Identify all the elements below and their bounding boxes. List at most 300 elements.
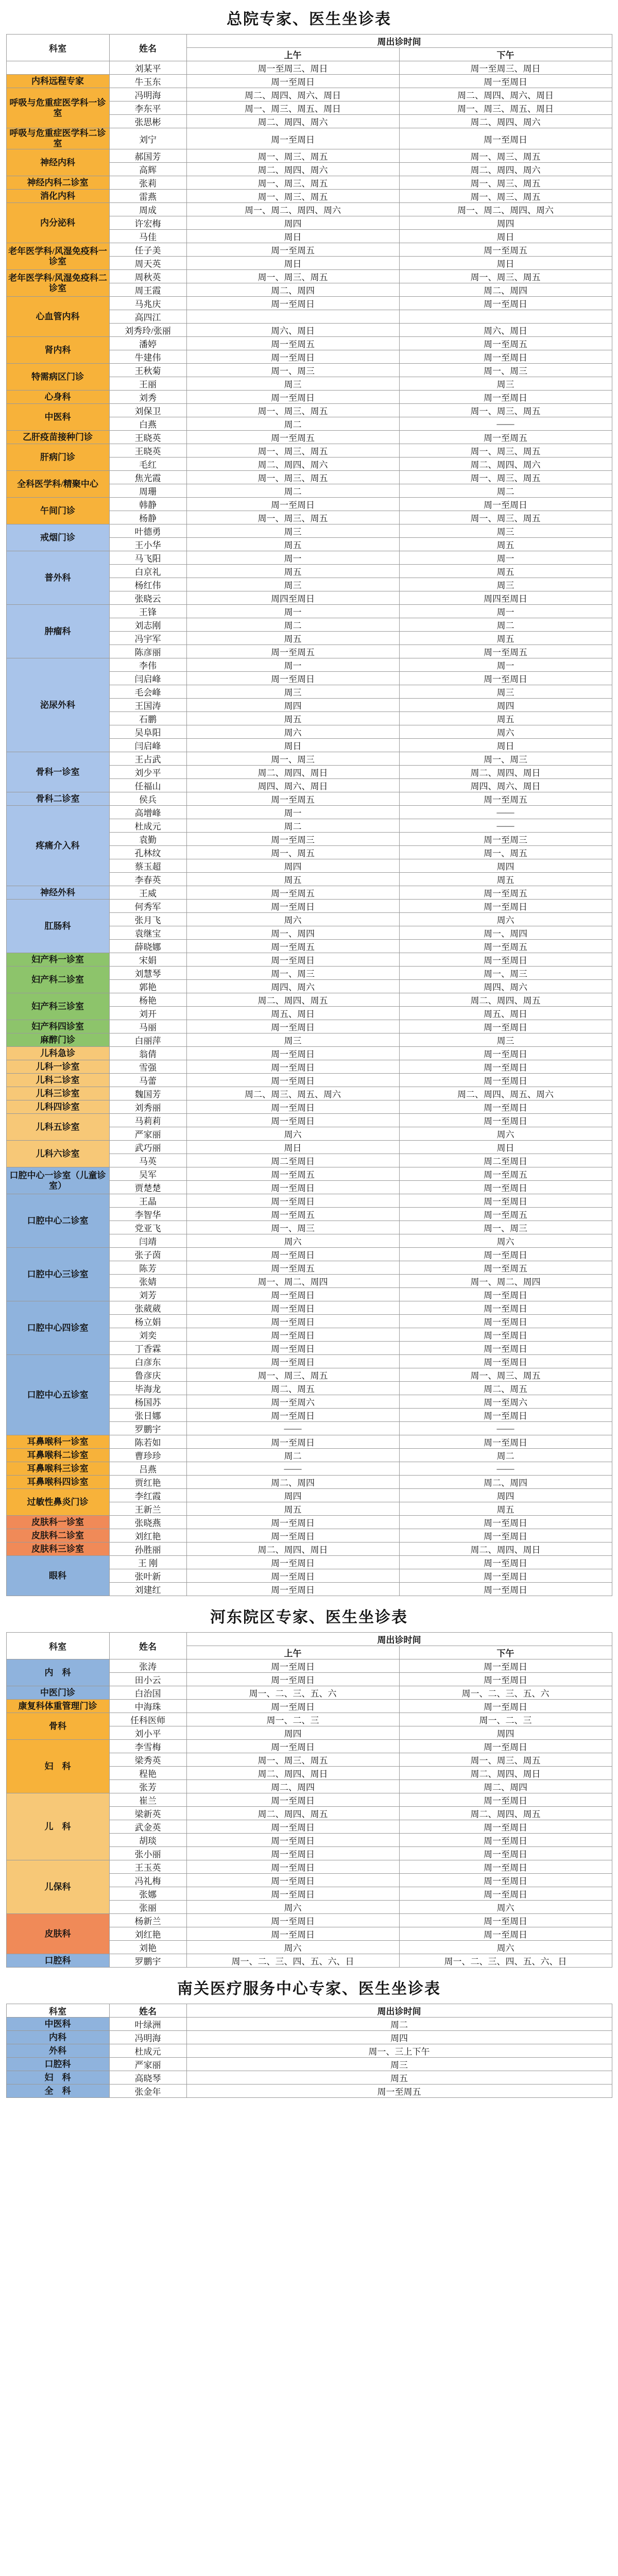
dept-cell: 口腔中心三诊室 xyxy=(6,1248,109,1301)
am-schedule: 周一至周日 xyxy=(186,1194,399,1208)
dept-cell: 儿科四诊室 xyxy=(6,1100,109,1114)
doctor-name: 刘秀丽 xyxy=(109,1100,186,1114)
doctor-name: 郝国芳 xyxy=(109,149,186,163)
dept-cell: 神经外科 xyxy=(6,886,109,900)
pm-schedule: 周二、周四、周六 xyxy=(399,163,612,176)
table-row xyxy=(6,1301,612,1315)
doctor-name: 吕燕 xyxy=(109,1462,186,1476)
am-schedule: 周日 xyxy=(186,1141,399,1154)
doctor-name: 白燕 xyxy=(109,417,186,431)
doctor-name: 周秋英 xyxy=(109,270,186,283)
pm-schedule: —— xyxy=(399,819,612,833)
table-row xyxy=(6,1954,612,1968)
pm-schedule: 周一、周二、周四 xyxy=(399,1275,612,1288)
table-row xyxy=(6,1860,612,1874)
pm-schedule: 周一至周日 xyxy=(399,1516,612,1529)
pm-schedule: 周一至周日 xyxy=(399,1328,612,1342)
doctor-name: 王小华 xyxy=(109,538,186,551)
header-name: 姓名 xyxy=(109,1633,186,1659)
dept-cell: 中医科 xyxy=(6,2018,109,2031)
am-schedule: 周一至周日 xyxy=(186,75,399,88)
dept-cell: 神经内科二诊室 xyxy=(6,176,109,190)
section-title: 总院专家、医生坐诊表 xyxy=(227,11,391,28)
pm-schedule: 周二、周四、周五 xyxy=(399,993,612,1007)
pm-schedule: 周日 xyxy=(399,1141,612,1154)
pm-schedule: 周三 xyxy=(399,377,612,391)
doctor-name: 刘志刚 xyxy=(109,618,186,632)
doctor-name: 冯宇军 xyxy=(109,632,186,645)
am-schedule: 周三 xyxy=(186,377,399,391)
doctor-name: 王 刚 xyxy=(109,1556,186,1569)
dept-cell: 儿科一诊室 xyxy=(6,1060,109,1074)
dept-cell: 皮肤科二诊室 xyxy=(6,1529,109,1543)
am-schedule: 周一、周三、周五 xyxy=(186,444,399,457)
doctor-name: 张涛 xyxy=(109,1659,186,1673)
doctor-name: 潘婷 xyxy=(109,337,186,350)
doctor-name: 王晓英 xyxy=(109,431,186,444)
doctor-name: 鲁彦庆 xyxy=(109,1368,186,1382)
table-row xyxy=(6,498,612,511)
doctor-name: 马蕾 xyxy=(109,1074,186,1087)
pm-schedule: 周一至周日 xyxy=(399,75,612,88)
pm-schedule: 周三 xyxy=(399,685,612,699)
doctor-name: 李伟 xyxy=(109,658,186,672)
pm-schedule: 周六 xyxy=(399,725,612,739)
doctor-name: 马丽 xyxy=(109,1020,186,1033)
pm-schedule xyxy=(399,310,612,324)
doctor-name: 王国涛 xyxy=(109,699,186,712)
doctor-name: 陈彦丽 xyxy=(109,645,186,658)
doctor-name: 罗鹏宇 xyxy=(109,1422,186,1435)
table-row xyxy=(6,243,612,257)
table-row xyxy=(6,61,612,75)
pm-schedule: 周一至周日 xyxy=(399,1529,612,1543)
pm-schedule: 周一至周五 xyxy=(399,886,612,900)
pm-schedule: 周一至周日 xyxy=(399,1020,612,1033)
pm-schedule: 周二、周四 xyxy=(399,1476,612,1489)
pm-schedule: 周二、周四、周六、周日 xyxy=(399,88,612,101)
am-schedule: 周六、周日 xyxy=(186,324,399,337)
pm-schedule: 周一至周日 xyxy=(399,350,612,364)
table-row xyxy=(6,431,612,444)
am-schedule: 周六 xyxy=(186,725,399,739)
pm-schedule: 周二 xyxy=(399,1449,612,1462)
header-dept: 科室 xyxy=(6,2004,109,2018)
dept-cell: 骨科 xyxy=(6,1713,109,1740)
pm-schedule: 周一至周日 xyxy=(399,1114,612,1127)
table-row xyxy=(6,2058,612,2071)
table-row xyxy=(6,658,612,672)
dept-cell: 肿瘤科 xyxy=(6,605,109,658)
doctor-name: 石鹏 xyxy=(109,712,186,725)
am-schedule: 周日 xyxy=(186,257,399,270)
doctor-name: 刘少平 xyxy=(109,766,186,779)
pm-schedule: 周一、周三、周五 xyxy=(399,1753,612,1767)
am-schedule: 周一、周四 xyxy=(186,926,399,940)
am-schedule: 周一、周三 xyxy=(186,364,399,377)
am-schedule: 周一至周日 xyxy=(186,1820,399,1834)
doctor-name: 陈若如 xyxy=(109,1435,186,1449)
pm-schedule: 周一至周日 xyxy=(399,1248,612,1261)
dept-cell: 骨科二诊室 xyxy=(6,792,109,806)
am-schedule: 周一至周日 xyxy=(186,1914,399,1927)
table-row xyxy=(6,1516,612,1529)
am-schedule: —— xyxy=(186,1462,399,1476)
table-row xyxy=(6,1194,612,1208)
pm-schedule: 周一 xyxy=(399,658,612,672)
doctor-name: 严家丽 xyxy=(109,2058,186,2071)
dept-cell: 麻醉门诊 xyxy=(6,1033,109,1047)
doctor-name: 焦光霞 xyxy=(109,471,186,484)
doctor-name: 王占武 xyxy=(109,752,186,766)
pm-schedule: 周一、周三 xyxy=(399,967,612,980)
dept-cell: 耳鼻喉科二诊室 xyxy=(6,1449,109,1462)
dept-cell: 疼痛介入科 xyxy=(6,806,109,886)
doctor-name: 周王霞 xyxy=(109,283,186,297)
dept-cell: 儿 科 xyxy=(6,1793,109,1860)
am-schedule: 周一至周五 xyxy=(186,243,399,257)
pm-schedule: 周一至周日 xyxy=(399,1887,612,1901)
dept-cell: 心身科 xyxy=(6,391,109,404)
doctor-name: 叶绿洲 xyxy=(109,2018,186,2031)
schedule: 周五 xyxy=(186,2071,612,2084)
dept-cell: 内科 xyxy=(6,2031,109,2044)
pm-schedule: 周一、周三、周五 xyxy=(399,444,612,457)
am-schedule: 周一至周五 xyxy=(186,337,399,350)
pm-schedule: 周一、周三、周五、周日 xyxy=(399,101,612,115)
doctor-name: 杨红伟 xyxy=(109,578,186,591)
am-schedule: 周六 xyxy=(186,913,399,926)
schedule-page xyxy=(5,0,613,2098)
table-row xyxy=(6,2071,612,2084)
am-schedule: 周二 xyxy=(186,1449,399,1462)
pm-schedule: 周一至周日 xyxy=(399,1659,612,1673)
am-schedule: 周六 xyxy=(186,1901,399,1914)
pm-schedule: 周二、周四、周日 xyxy=(399,766,612,779)
table-row xyxy=(6,1114,612,1127)
table-row xyxy=(6,128,612,149)
dept-cell: 泌尿外科 xyxy=(6,658,109,752)
am-schedule: 周一、周三、周五 xyxy=(186,190,399,203)
pm-schedule: 周一至周五 xyxy=(399,792,612,806)
dept-cell: 妇 科 xyxy=(6,2071,109,2084)
table-row xyxy=(6,404,612,417)
am-schedule: 周一至周日 xyxy=(186,1516,399,1529)
pm-schedule: 周一至周日 xyxy=(399,672,612,685)
dept-cell: 儿科急诊 xyxy=(6,1047,109,1060)
doctor-name: 贾楚楚 xyxy=(109,1181,186,1194)
am-schedule: 周六 xyxy=(186,1941,399,1954)
doctor-name: 高四江 xyxy=(109,310,186,324)
am-schedule: 周二、周四、周六 xyxy=(186,163,399,176)
am-schedule: 周二、周四 xyxy=(186,1476,399,1489)
doctor-name: 王丽 xyxy=(109,377,186,391)
pm-schedule: 周二、周四 xyxy=(399,283,612,297)
pm-schedule: 周一至周五 xyxy=(399,940,612,953)
am-schedule: 周一至周日 xyxy=(186,1887,399,1901)
am-schedule: 周一至周日 xyxy=(186,1301,399,1315)
am-schedule: 周一至周五 xyxy=(186,431,399,444)
am-schedule: 周二、周四、周五 xyxy=(186,1807,399,1820)
am-schedule: 周三 xyxy=(186,524,399,538)
pm-schedule: 周六 xyxy=(399,1127,612,1141)
pm-schedule: 周一至周日 xyxy=(399,1793,612,1807)
table-row xyxy=(6,1355,612,1368)
doctor-name: 冯明海 xyxy=(109,88,186,101)
am-schedule: 周五 xyxy=(186,712,399,725)
table-row xyxy=(6,1686,612,1700)
schedule: 周一至周五 xyxy=(186,2084,612,2098)
dept-cell: 肝病门诊 xyxy=(6,444,109,471)
am-schedule: 周四至周日 xyxy=(186,591,399,605)
table-row xyxy=(6,1543,612,1556)
am-schedule: 周二、周四 xyxy=(186,1780,399,1793)
doctor-name: 周天英 xyxy=(109,257,186,270)
pm-schedule: 周四、周六 xyxy=(399,980,612,993)
am-schedule: 周一、二、三、五、六 xyxy=(186,1686,399,1700)
dept-cell: 儿科三诊室 xyxy=(6,1087,109,1100)
pm-schedule: 周一至周日 xyxy=(399,1927,612,1941)
header-dept: 科室 xyxy=(6,1633,109,1659)
header-dept: 科室 xyxy=(6,35,109,61)
doctor-name: 魏国芳 xyxy=(109,1087,186,1100)
table-row xyxy=(6,806,612,819)
am-schedule: 周一、周三 xyxy=(186,1221,399,1234)
doctor-name: 梁新英 xyxy=(109,1807,186,1820)
doctor-name: 毕海龙 xyxy=(109,1382,186,1395)
doctor-name: 刘宁 xyxy=(109,128,186,149)
am-schedule: 周五、周日 xyxy=(186,1007,399,1020)
pm-schedule: 周六、周日 xyxy=(399,324,612,337)
dept-cell: 儿科六诊室 xyxy=(6,1141,109,1167)
am-schedule: 周一至周日 xyxy=(186,1700,399,1713)
table-row xyxy=(6,2084,612,2098)
am-schedule: 周一至周日 xyxy=(186,1181,399,1194)
table-row xyxy=(6,967,612,980)
pm-schedule: 周一至周日 xyxy=(399,1860,612,1874)
table-row xyxy=(6,953,612,967)
doctor-name: 任子美 xyxy=(109,243,186,257)
doctor-name: 严家丽 xyxy=(109,1127,186,1141)
doctor-name: 刘芳 xyxy=(109,1288,186,1301)
pm-schedule: 周一至周日 xyxy=(399,953,612,967)
table-row xyxy=(6,551,612,565)
dept-cell: 肛肠科 xyxy=(6,900,109,953)
am-schedule: 周二、周四、周五 xyxy=(186,993,399,1007)
dept-cell: 口腔科 xyxy=(6,2058,109,2071)
dept-cell: 耳鼻喉科一诊室 xyxy=(6,1435,109,1449)
am-schedule: 周一至周日 xyxy=(186,391,399,404)
am-schedule: 周一、周三、周五 xyxy=(186,404,399,417)
pm-schedule: 周一至周日 xyxy=(399,1181,612,1194)
doctor-name: 胡琰 xyxy=(109,1834,186,1847)
pm-schedule: 周一、周三、周五 xyxy=(399,190,612,203)
table-row xyxy=(6,792,612,806)
dept-cell: 内分泌科 xyxy=(6,203,109,243)
doctor-name: 雷燕 xyxy=(109,190,186,203)
dept-cell: 呼吸与危重症医学科一诊室 xyxy=(6,88,109,128)
am-schedule: 周一、二、三 xyxy=(186,1713,399,1726)
table-row xyxy=(6,752,612,766)
pm-schedule: 周五 xyxy=(399,873,612,886)
pm-schedule: 周六 xyxy=(399,1901,612,1914)
dept-cell: 呼吸与危重症医学科二诊室 xyxy=(6,128,109,149)
schedule-table xyxy=(6,1632,612,1968)
am-schedule: 周一至周日 xyxy=(186,1793,399,1807)
doctor-name: 高增峰 xyxy=(109,806,186,819)
pm-schedule: 周一至周三、周日 xyxy=(399,61,612,75)
doctor-name: 张金年 xyxy=(109,2084,186,2098)
doctor-name: 梁秀英 xyxy=(109,1753,186,1767)
dept-cell: 全 科 xyxy=(6,2084,109,2098)
am-schedule: 周一、周三、周五 xyxy=(186,511,399,524)
am-schedule: 周一、周三、周五 xyxy=(186,149,399,163)
pm-schedule: 周一、周三、周五 xyxy=(399,404,612,417)
am-schedule: 周二、周四、周六 xyxy=(186,457,399,471)
doctor-name: 蔡玉超 xyxy=(109,859,186,873)
am-schedule: 周五 xyxy=(186,873,399,886)
dept-cell: 特需病区门诊 xyxy=(6,364,109,391)
doctor-name: 何秀军 xyxy=(109,900,186,913)
am-schedule: 周一至周日 xyxy=(186,1355,399,1368)
doctor-name: 王晓英 xyxy=(109,444,186,457)
am-schedule: 周一、周三、周五 xyxy=(186,176,399,190)
doctor-name: 牛玉东 xyxy=(109,75,186,88)
pm-schedule: 周四 xyxy=(399,216,612,230)
table-row xyxy=(6,391,612,404)
am-schedule: 周一至周日 xyxy=(186,128,399,149)
pm-schedule: 周四 xyxy=(399,859,612,873)
am-schedule: 周一至周日 xyxy=(186,1569,399,1583)
table-row xyxy=(6,886,612,900)
pm-schedule: 周一、周三 xyxy=(399,752,612,766)
pm-schedule: 周二 xyxy=(399,484,612,498)
am-schedule: 周一至周日 xyxy=(186,1060,399,1074)
am-schedule: 周一 xyxy=(186,605,399,618)
doctor-name: 陈芳 xyxy=(109,1261,186,1275)
doctor-name: 张娜 xyxy=(109,1887,186,1901)
doctor-name: 杜成元 xyxy=(109,2044,186,2058)
pm-schedule: 周一至周日 xyxy=(399,1820,612,1834)
pm-schedule: 周三 xyxy=(399,1033,612,1047)
doctor-name: 张婧 xyxy=(109,1275,186,1288)
pm-schedule: 周一、周三 xyxy=(399,1221,612,1234)
am-schedule: 周一至周日 xyxy=(186,1847,399,1860)
dept-cell: 午间门诊 xyxy=(6,498,109,524)
doctor-name: 翁倩 xyxy=(109,1047,186,1060)
am-schedule: 周一至周日 xyxy=(186,1927,399,1941)
doctor-name: 杨新兰 xyxy=(109,1914,186,1927)
doctor-name: 马飞阳 xyxy=(109,551,186,565)
pm-schedule: 周日 xyxy=(399,257,612,270)
am-schedule: 周二 xyxy=(186,819,399,833)
am-schedule: 周四 xyxy=(186,699,399,712)
doctor-name: 刘艳 xyxy=(109,1941,186,1954)
doctor-name: 叶德勇 xyxy=(109,524,186,538)
table-row xyxy=(6,1141,612,1154)
pm-schedule: 周一至周五 xyxy=(399,1261,612,1275)
doctor-name: 张叶新 xyxy=(109,1569,186,1583)
pm-schedule: 周一至周五 xyxy=(399,431,612,444)
am-schedule: 周一至周五 xyxy=(186,1208,399,1221)
table-row xyxy=(6,1060,612,1074)
table-row xyxy=(6,203,612,216)
dept-cell: 口腔中心五诊室 xyxy=(6,1355,109,1435)
doctor-name: 雪强 xyxy=(109,1060,186,1074)
am-schedule: 周一至周五 xyxy=(186,940,399,953)
am-schedule: 周一、周三 xyxy=(186,967,399,980)
am-schedule xyxy=(186,310,399,324)
am-schedule: 周一至周日 xyxy=(186,672,399,685)
pm-schedule: 周五 xyxy=(399,632,612,645)
header-row xyxy=(6,35,612,48)
dept-cell: 内科远程专家 xyxy=(6,75,109,88)
pm-schedule: 周五 xyxy=(399,565,612,578)
pm-schedule: 周五、周日 xyxy=(399,1007,612,1020)
pm-schedule: 周二、周四、周五、周六 xyxy=(399,1087,612,1100)
am-schedule: 周一至周日 xyxy=(186,1659,399,1673)
am-schedule: 周一至周五 xyxy=(186,1261,399,1275)
am-schedule: 周一、周三、周五 xyxy=(186,1368,399,1382)
pm-schedule: 周一至周日 xyxy=(399,1673,612,1686)
header-pm: 下午 xyxy=(399,1646,612,1659)
am-schedule: 周二、周四、周日 xyxy=(186,1767,399,1780)
dept-cell: 康复科体重管理门诊 xyxy=(6,1700,109,1713)
am-schedule: 周一、周三、周五 xyxy=(186,1753,399,1767)
doctor-name: 丁香霖 xyxy=(109,1342,186,1355)
am-schedule: 周一至周日 xyxy=(186,1100,399,1114)
doctor-name: 李雪梅 xyxy=(109,1740,186,1753)
doctor-name: 曹珍珍 xyxy=(109,1449,186,1462)
am-schedule: 周一至周日 xyxy=(186,1435,399,1449)
table-row xyxy=(6,1793,612,1807)
am-schedule: 周五 xyxy=(186,1502,399,1516)
doctor-name: 张葳葳 xyxy=(109,1301,186,1315)
am-schedule: 周一、二、三、四、五、六、日 xyxy=(186,1954,399,1968)
am-schedule: 周六 xyxy=(186,1127,399,1141)
am-schedule: 周四 xyxy=(186,859,399,873)
am-schedule: 周一至周三、周日 xyxy=(186,61,399,75)
doctor-name: 吴军 xyxy=(109,1167,186,1181)
schedule: 周三 xyxy=(186,2058,612,2071)
pm-schedule: 周一至周日 xyxy=(399,1569,612,1583)
section-title: 南关医疗服务中心专家、医生坐诊表 xyxy=(177,1980,441,1997)
table-row xyxy=(6,2018,612,2031)
am-schedule: 周日 xyxy=(186,739,399,752)
pm-schedule: 周一至周日 xyxy=(399,1355,612,1368)
am-schedule: 周五 xyxy=(186,632,399,645)
am-schedule: 周一至周日 xyxy=(186,1556,399,1569)
schedule: 周一、三上下午 xyxy=(186,2044,612,2058)
am-schedule: 周一、周三、周五、周日 xyxy=(186,101,399,115)
table-row xyxy=(6,364,612,377)
am-schedule: 周一至周日 xyxy=(186,1288,399,1301)
doctor-name: 杨国苏 xyxy=(109,1395,186,1409)
header-time: 周出诊时间 xyxy=(186,35,612,48)
doctor-name: 孙胜丽 xyxy=(109,1543,186,1556)
pm-schedule: 周一、周二、周四、周六 xyxy=(399,203,612,216)
schedule-table xyxy=(6,34,612,1596)
am-schedule: 周二、周四、周六 xyxy=(186,115,399,128)
pm-schedule: 周二、周四、周日 xyxy=(399,1767,612,1780)
doctor-name: 牛建伟 xyxy=(109,350,186,364)
doctor-name: 刘保卫 xyxy=(109,404,186,417)
pm-schedule: 周六 xyxy=(399,913,612,926)
header-name: 姓名 xyxy=(109,35,186,61)
am-schedule: 周二、周五 xyxy=(186,1382,399,1395)
header-pm: 下午 xyxy=(399,48,612,61)
header-row xyxy=(6,1633,612,1646)
